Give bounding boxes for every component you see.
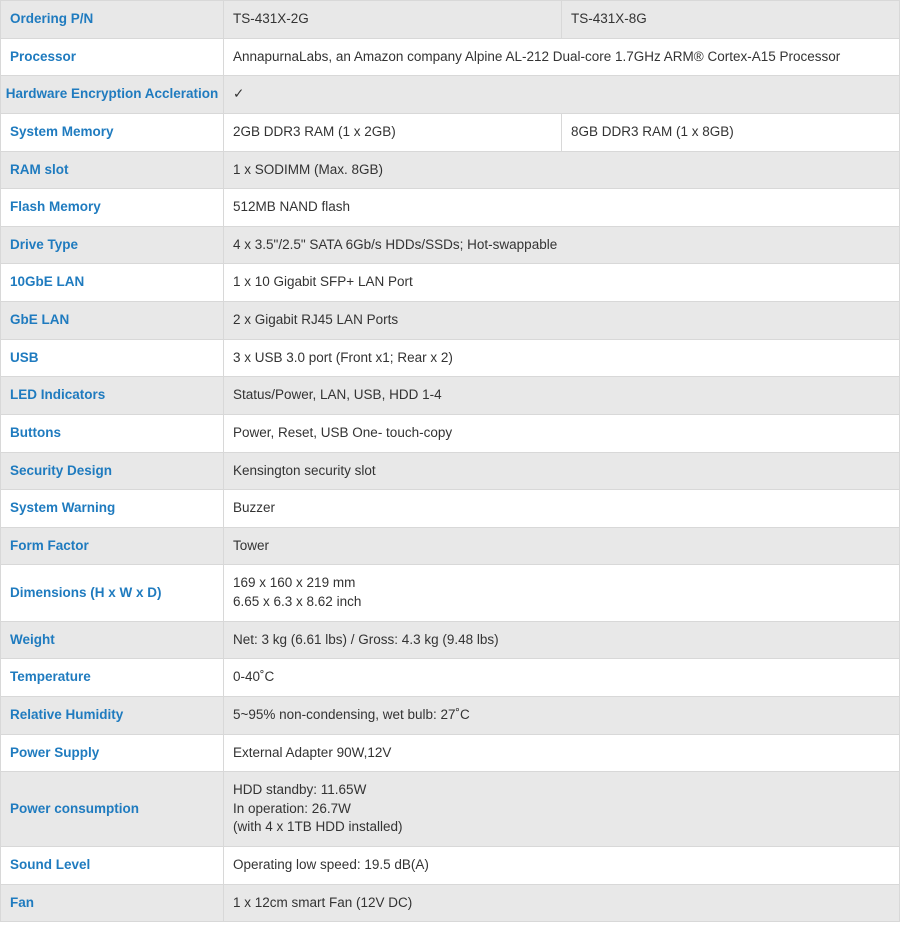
spec-value-line: HDD standby: 11.65W bbox=[233, 782, 367, 798]
spec-label: Flash Memory bbox=[1, 189, 224, 227]
spec-label: Power consumption bbox=[1, 772, 224, 847]
spec-label: Buttons bbox=[1, 414, 224, 452]
spec-label: System Memory bbox=[1, 113, 224, 151]
spec-value: Tower bbox=[224, 527, 900, 565]
spec-value-line: 6.65 x 6.3 x 8.62 inch bbox=[233, 594, 362, 609]
spec-value-secondary: 8GB DDR3 RAM (1 x 8GB) bbox=[562, 113, 900, 151]
spec-label: Processor bbox=[1, 38, 224, 76]
spec-label: Ordering P/N bbox=[1, 1, 224, 39]
spec-value-line: In operation: 26.7W bbox=[233, 800, 351, 816]
spec-value: 3 x USB 3.0 port (Front x1; Rear x 2) bbox=[224, 339, 900, 377]
table-row bbox=[1, 76, 900, 114]
specifications-table-body bbox=[1, 1, 900, 922]
spec-value-secondary: TS-431X-8G bbox=[562, 1, 900, 39]
spec-label: USB bbox=[1, 339, 224, 377]
table-row bbox=[1, 772, 900, 847]
table-row bbox=[1, 621, 900, 659]
table-row bbox=[1, 659, 900, 697]
spec-label: Sound Level bbox=[1, 847, 224, 885]
spec-value bbox=[224, 565, 900, 621]
spec-value: Status/Power, LAN, USB, HDD 1-4 bbox=[224, 377, 900, 415]
spec-value: Buzzer bbox=[224, 490, 900, 528]
spec-value-primary: TS-431X-2G bbox=[224, 1, 562, 39]
spec-label: GbE LAN bbox=[1, 302, 224, 340]
spec-value: 512MB NAND flash bbox=[224, 189, 900, 227]
table-row bbox=[1, 847, 900, 885]
spec-value: 0-40˚C bbox=[224, 659, 900, 697]
spec-value: 1 x 12cm smart Fan (12V DC) bbox=[224, 884, 900, 922]
spec-label: 10GbE LAN bbox=[1, 264, 224, 302]
table-row bbox=[1, 527, 900, 565]
spec-value: 4 x 3.5"/2.5" SATA 6Gb/s HDDs/SSDs; Hot-swappable bbox=[224, 226, 900, 264]
spec-value-line: 169 x 160 x 219 mm bbox=[233, 575, 356, 591]
spec-label: Relative Humidity bbox=[1, 696, 224, 734]
table-row bbox=[1, 302, 900, 340]
spec-value: Operating low speed: 19.5 dB(A) bbox=[224, 847, 900, 885]
spec-label: LED Indicators bbox=[1, 377, 224, 415]
spec-label: Drive Type bbox=[1, 226, 224, 264]
spec-label: RAM slot bbox=[1, 151, 224, 189]
table-row bbox=[1, 189, 900, 227]
table-row bbox=[1, 226, 900, 264]
spec-label: Power Supply bbox=[1, 734, 224, 772]
table-row bbox=[1, 490, 900, 528]
spec-value: 2 x Gigabit RJ45 LAN Ports bbox=[224, 302, 900, 340]
table-row bbox=[1, 151, 900, 189]
spec-label: System Warning bbox=[1, 490, 224, 528]
spec-label: Hardware Encryption Accleration bbox=[1, 76, 224, 114]
spec-label: Fan bbox=[1, 884, 224, 922]
table-row bbox=[1, 884, 900, 922]
spec-value: Net: 3 kg (6.61 lbs) / Gross: 4.3 kg (9.48 lbs) bbox=[224, 621, 900, 659]
table-row bbox=[1, 696, 900, 734]
spec-value: Kensington security slot bbox=[224, 452, 900, 490]
table-row bbox=[1, 1, 900, 39]
spec-value-line: (with 4 x 1TB HDD installed) bbox=[233, 819, 403, 835]
spec-value-primary: 2GB DDR3 RAM (1 x 2GB) bbox=[224, 113, 562, 151]
spec-value: AnnapurnaLabs, an Amazon company Alpine AL-212 Dual-core 1.7GHz ARM® Cortex-A15 Processor bbox=[224, 38, 900, 76]
table-row bbox=[1, 38, 900, 76]
spec-label: Weight bbox=[1, 621, 224, 659]
table-row bbox=[1, 452, 900, 490]
spec-label: Security Design bbox=[1, 452, 224, 490]
spec-label: Temperature bbox=[1, 659, 224, 697]
spec-label: Dimensions (H x W x D) bbox=[1, 565, 224, 621]
spec-value: External Adapter 90W,12V bbox=[224, 734, 900, 772]
table-row bbox=[1, 565, 900, 621]
table-row bbox=[1, 414, 900, 452]
table-row bbox=[1, 377, 900, 415]
spec-value: 1 x 10 Gigabit SFP+ LAN Port bbox=[224, 264, 900, 302]
checkmark-icon: ✓ bbox=[224, 76, 900, 114]
spec-value: 5~95% non-condensing, wet bulb: 27˚C bbox=[224, 696, 900, 734]
spec-value: 1 x SODIMM (Max. 8GB) bbox=[224, 151, 900, 189]
table-row bbox=[1, 339, 900, 377]
table-row bbox=[1, 113, 900, 151]
spec-label: Form Factor bbox=[1, 527, 224, 565]
table-row bbox=[1, 734, 900, 772]
spec-value: Power, Reset, USB One- touch-copy bbox=[224, 414, 900, 452]
table-row bbox=[1, 264, 900, 302]
spec-value bbox=[224, 772, 900, 847]
